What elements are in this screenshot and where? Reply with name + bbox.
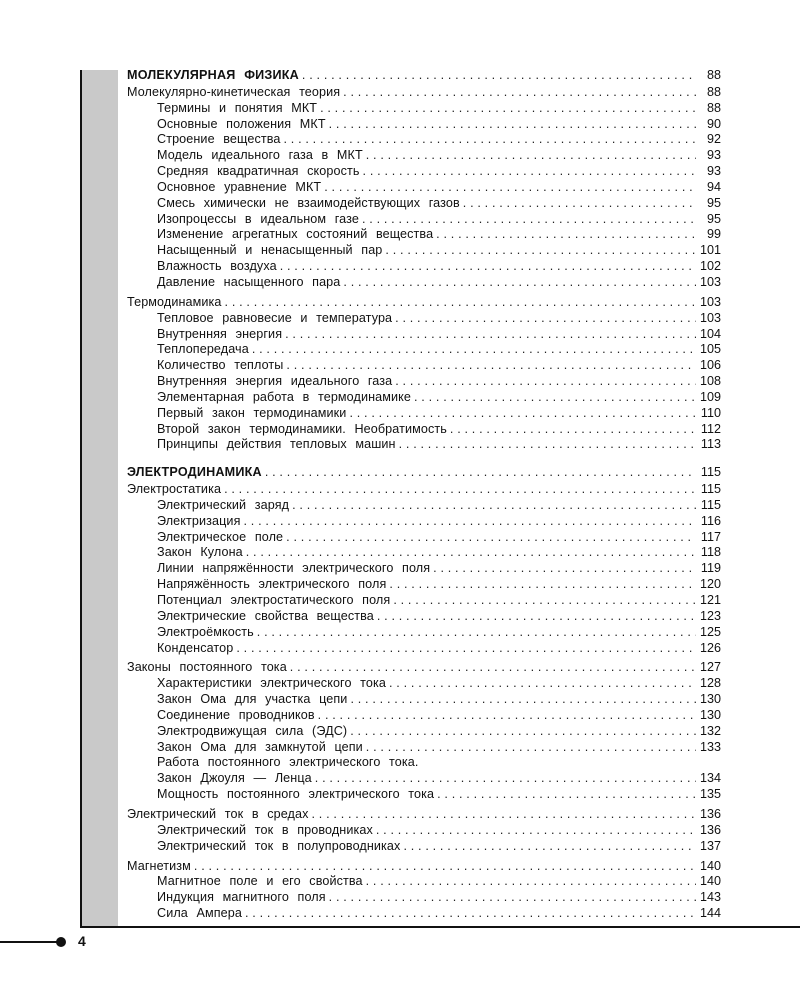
table-of-contents xyxy=(127,68,721,934)
toc-entry-title: Закон Кулона xyxy=(157,545,243,560)
toc-entry[interactable] xyxy=(127,327,721,343)
dot-leader xyxy=(366,874,696,890)
section-heading-title: МОЛЕКУЛЯРНАЯ ФИЗИКА xyxy=(127,68,299,82)
toc-entry-page: 88 xyxy=(706,100,721,115)
toc-entry[interactable] xyxy=(127,906,721,922)
toc-entry-title: Электрический ток в полупроводниках xyxy=(157,838,401,853)
toc-section xyxy=(127,68,721,453)
toc-chapter-page: 136 xyxy=(699,806,721,821)
dot-leader xyxy=(318,708,696,724)
toc-entry-page: 95 xyxy=(706,195,721,210)
dot-leader xyxy=(393,593,696,609)
dot-leader xyxy=(252,342,696,358)
dot-leader xyxy=(236,641,696,657)
toc-entry[interactable] xyxy=(127,101,721,117)
toc-entry-page: 104 xyxy=(699,326,721,341)
toc-entry-title: Характеристики электрического тока xyxy=(157,676,386,691)
section-heading-title: ЭЛЕКТРОДИНАМИКА xyxy=(127,465,262,480)
dot-leader xyxy=(280,259,696,275)
dot-leader xyxy=(244,514,697,530)
toc-entry-page: 95 xyxy=(706,211,721,226)
toc-entry-page: 134 xyxy=(699,771,721,786)
toc-entry-page: 115 xyxy=(700,497,721,512)
toc-entry-page: 101 xyxy=(699,243,721,258)
dot-leader xyxy=(225,295,696,311)
dot-leader xyxy=(283,132,696,148)
toc-entry[interactable] xyxy=(127,311,721,327)
toc-entry-page: 113 xyxy=(700,437,721,452)
toc-entry-page: 126 xyxy=(699,640,721,655)
toc-entry-title: Электрическое поле xyxy=(157,529,284,544)
toc-entry[interactable] xyxy=(127,374,721,390)
toc-entry-page: 90 xyxy=(706,116,721,131)
dot-leader xyxy=(362,212,696,228)
toc-entry-title: Закон Ома для участка цепи xyxy=(157,692,348,707)
section-heading[interactable] xyxy=(127,465,721,481)
toc-entry[interactable] xyxy=(127,358,721,374)
toc-entry[interactable] xyxy=(127,132,721,148)
toc-entry[interactable] xyxy=(127,390,721,406)
toc-entry-page: 108 xyxy=(699,374,721,389)
toc-entry[interactable] xyxy=(127,117,721,133)
dot-leader xyxy=(377,609,696,625)
toc-entry-title: Соединение проводников xyxy=(157,707,315,722)
dot-leader xyxy=(376,823,696,839)
toc-entry[interactable] xyxy=(127,593,721,609)
toc-entry-page: 143 xyxy=(699,890,721,905)
toc-entry-title: Индукция магнитного поля xyxy=(157,890,326,905)
footer-line xyxy=(0,941,58,943)
dot-leader xyxy=(285,327,696,343)
toc-entry-title: Принципы действия тепловых машин xyxy=(157,437,396,452)
toc-chapter-title: Магнетизм xyxy=(127,858,191,873)
toc-entry-page: 140 xyxy=(699,874,721,889)
dot-leader xyxy=(257,625,696,641)
toc-entry[interactable] xyxy=(127,275,721,291)
toc-entry-title: Элементарная работа в термодинамике xyxy=(157,389,411,404)
dot-leader xyxy=(389,577,696,593)
dot-leader xyxy=(312,807,697,823)
toc-entry-page: 94 xyxy=(706,179,721,194)
toc-entry-page: 117 xyxy=(700,529,721,544)
dot-leader xyxy=(194,859,696,875)
dot-leader xyxy=(343,85,696,101)
toc-entry-title: Теплопередача xyxy=(157,342,249,357)
toc-entry-title: Потенциал электростатического поля xyxy=(157,593,391,607)
toc-entry-title: Основные положения МКТ xyxy=(157,116,326,131)
toc-entry[interactable] xyxy=(127,771,721,787)
section-heading[interactable] xyxy=(127,68,721,84)
dot-leader xyxy=(349,406,696,422)
toc-group xyxy=(127,807,721,855)
toc-chapter[interactable] xyxy=(127,85,721,101)
dot-leader xyxy=(463,196,696,212)
toc-group xyxy=(127,482,721,656)
dot-leader xyxy=(385,243,696,259)
toc-entry[interactable] xyxy=(127,342,721,358)
dot-leader xyxy=(395,311,696,327)
dot-leader xyxy=(302,68,696,84)
toc-entry-title: Линии напряжённости электрического поля xyxy=(157,561,431,576)
toc-entry[interactable] xyxy=(127,545,721,561)
toc-entry[interactable] xyxy=(127,823,721,839)
toc-entry-title: Закон Ома для замкнутой цепи xyxy=(157,739,363,754)
toc-entry[interactable] xyxy=(127,437,721,453)
toc-entry[interactable] xyxy=(127,422,721,438)
toc-entry[interactable] xyxy=(127,227,721,243)
toc-chapter[interactable] xyxy=(127,295,721,311)
toc-entry-title: Термины и понятия МКТ xyxy=(157,100,318,115)
dot-leader xyxy=(437,787,696,803)
dot-leader xyxy=(329,890,696,906)
toc-entry-title: Сила Ампера xyxy=(157,906,242,921)
toc-chapter[interactable] xyxy=(127,859,721,875)
toc-entry-page: 103 xyxy=(699,310,721,325)
toc-entry-title: Внутренняя энергия xyxy=(157,326,283,341)
toc-entry-title: Работа постоянного электрического тока. xyxy=(157,755,419,770)
toc-entry[interactable] xyxy=(127,164,721,180)
toc-group xyxy=(127,295,721,453)
toc-chapter-page: 115 xyxy=(700,482,721,497)
dot-leader xyxy=(414,390,696,406)
toc-entry[interactable] xyxy=(127,724,721,740)
toc-entry-page: 92 xyxy=(706,132,721,147)
toc-entry-title: Электризация xyxy=(157,513,241,528)
toc-entry-title: Изменение агрегатных состояний вещества xyxy=(157,227,434,242)
toc-entry-title: Электрический заряд xyxy=(157,497,290,512)
toc-chapter-page: 88 xyxy=(706,84,721,99)
toc-entry-page: 118 xyxy=(700,545,721,560)
toc-entry-page: 137 xyxy=(699,838,721,853)
toc-entry-title: Насыщенный и ненасыщенный пар xyxy=(157,243,383,258)
toc-entry-page: 136 xyxy=(699,822,721,837)
vertical-rule xyxy=(80,70,82,928)
dot-leader xyxy=(389,676,696,692)
toc-entry[interactable] xyxy=(127,514,721,530)
dot-leader xyxy=(224,482,696,498)
toc-chapter[interactable] xyxy=(127,807,721,823)
toc-entry-title: Конденсатор xyxy=(157,640,234,655)
dot-leader xyxy=(245,906,696,922)
toc-entry[interactable] xyxy=(127,530,721,546)
dot-leader xyxy=(450,422,696,438)
toc-entry[interactable] xyxy=(127,839,721,855)
toc-entry-page: 103 xyxy=(699,274,721,289)
toc-entry-page: 93 xyxy=(706,164,721,179)
dot-leader xyxy=(329,117,696,133)
dot-leader xyxy=(366,148,696,164)
dot-leader xyxy=(395,374,696,390)
toc-entry[interactable] xyxy=(127,180,721,196)
toc-entry-title: Электрический ток в проводниках xyxy=(157,822,373,837)
toc-entry-title: Основное уравнение МКТ xyxy=(157,179,322,194)
toc-entry-page: 119 xyxy=(700,561,721,576)
toc-chapter[interactable] xyxy=(127,482,721,498)
toc-entry-title: Строение вещества xyxy=(157,132,281,147)
toc-entry[interactable] xyxy=(127,890,721,906)
toc-entry-title: Изопроцессы в идеальном газе xyxy=(157,211,359,226)
toc-entry-title: Магнитное поле и его свойства xyxy=(157,874,363,889)
toc-entry-page: 109 xyxy=(699,389,721,404)
toc-entry[interactable] xyxy=(127,577,721,593)
toc-entry-page: 133 xyxy=(699,739,721,754)
toc-entry-page: 116 xyxy=(700,513,721,528)
toc-entry-title: Средняя квадратичная скорость xyxy=(157,164,360,179)
toc-entry-page: 130 xyxy=(699,707,721,722)
section-heading-page: 88 xyxy=(706,68,721,82)
toc-entry-title: Электроёмкость xyxy=(157,624,254,639)
dot-leader xyxy=(366,740,696,756)
toc-entry[interactable] xyxy=(127,692,721,708)
toc-entry-title: Второй закон термодинамики. Необратимость xyxy=(157,421,447,436)
dot-leader xyxy=(246,545,696,561)
toc-chapter-page: 127 xyxy=(699,660,721,675)
toc-entry[interactable] xyxy=(127,259,721,275)
toc-entry-title: Смесь химически не взаимодействующих газов xyxy=(157,195,460,210)
dot-leader xyxy=(292,498,696,514)
toc-entry[interactable] xyxy=(127,708,721,724)
toc-entry-page: 102 xyxy=(699,259,721,274)
toc-entry-page: 112 xyxy=(700,421,721,436)
toc-chapter[interactable] xyxy=(127,660,721,676)
toc-entry[interactable] xyxy=(127,498,721,514)
toc-entry[interactable] xyxy=(127,787,721,803)
toc-chapter-page: 103 xyxy=(699,294,721,309)
dot-leader xyxy=(433,561,696,577)
footer-bullet-icon xyxy=(56,937,66,947)
dot-leader xyxy=(403,839,696,855)
toc-entry[interactable] xyxy=(127,676,721,692)
dot-leader xyxy=(436,227,696,243)
toc-entry-title: Электрические свойства вещества xyxy=(157,608,374,623)
toc-entry-title: Тепловое равновесие и температура xyxy=(157,310,393,325)
toc-entry[interactable] xyxy=(127,641,721,657)
toc-entry-page: 120 xyxy=(699,577,721,592)
dot-leader xyxy=(399,437,696,453)
dot-leader xyxy=(286,358,696,374)
toc-entry-title: Модель идеального газа в МКТ xyxy=(157,148,363,163)
dot-leader xyxy=(290,660,696,676)
toc-entry-page: 144 xyxy=(699,906,721,921)
toc-chapter-page: 140 xyxy=(699,858,721,873)
toc-entry[interactable] xyxy=(127,740,721,756)
toc-section xyxy=(127,465,721,922)
toc-entry-title: Мощность постоянного электрического тока xyxy=(157,787,435,802)
toc-entry-page: 123 xyxy=(699,608,721,623)
toc-entry[interactable] xyxy=(127,755,721,771)
toc-entry-title: Напряжённость электрического поля xyxy=(157,577,387,592)
toc-entry-title: Внутренняя энергия идеального газа xyxy=(157,374,393,389)
dot-leader xyxy=(265,465,696,481)
toc-entry-page: 128 xyxy=(699,676,721,691)
toc-group xyxy=(127,859,721,922)
toc-chapter-title: Электростатика xyxy=(127,482,222,497)
toc-entry-page: 130 xyxy=(699,692,721,707)
dot-leader xyxy=(320,101,696,117)
dot-leader xyxy=(363,164,696,180)
dot-leader xyxy=(286,530,696,546)
toc-entry[interactable] xyxy=(127,212,721,228)
toc-entry[interactable] xyxy=(127,874,721,890)
dot-leader xyxy=(315,771,696,787)
toc-entry-title: Первый закон термодинамики xyxy=(157,405,347,420)
toc-group xyxy=(127,660,721,803)
toc-entry-page: 106 xyxy=(699,358,721,373)
toc-entry-page: 135 xyxy=(699,787,721,802)
dot-leader xyxy=(324,180,696,196)
toc-entry[interactable] xyxy=(127,148,721,164)
page-number: 4 xyxy=(78,933,86,949)
toc-chapter-title: Термодинамика xyxy=(127,294,222,309)
toc-entry-page: 110 xyxy=(700,405,721,420)
toc-entry-page: 93 xyxy=(706,148,721,163)
toc-entry[interactable] xyxy=(127,196,721,212)
dot-leader xyxy=(350,724,696,740)
toc-entry-title: Количество теплоты xyxy=(157,358,284,373)
toc-entry[interactable] xyxy=(127,243,721,259)
dot-leader xyxy=(350,692,696,708)
toc-entry-page: 132 xyxy=(699,723,721,738)
toc-entry[interactable] xyxy=(127,609,721,625)
toc-entry-title: Давление насыщенного пара xyxy=(157,274,341,289)
margin-gray-bar xyxy=(82,70,118,926)
toc-entry-page: 99 xyxy=(706,227,721,242)
toc-entry[interactable] xyxy=(127,406,721,422)
toc-entry-page: 125 xyxy=(699,624,721,639)
dot-leader xyxy=(343,275,696,291)
section-heading-page: 115 xyxy=(700,465,721,480)
toc-entry-page: 105 xyxy=(699,342,721,357)
toc-entry-title: Электродвижущая сила (ЭДС) xyxy=(157,723,348,738)
toc-entry-page: 121 xyxy=(699,593,721,607)
toc-entry[interactable] xyxy=(127,625,721,641)
toc-entry-title: Влажность воздуха xyxy=(157,259,277,274)
toc-entry-title: Закон Джоуля — Ленца xyxy=(157,771,312,786)
toc-chapter-title: Молекулярно-кинетическая теория xyxy=(127,84,341,99)
toc-chapter-title: Законы постоянного тока xyxy=(127,660,287,675)
toc-entry[interactable] xyxy=(127,561,721,577)
toc-group xyxy=(127,85,721,291)
toc-chapter-title: Электрический ток в средах xyxy=(127,806,309,821)
